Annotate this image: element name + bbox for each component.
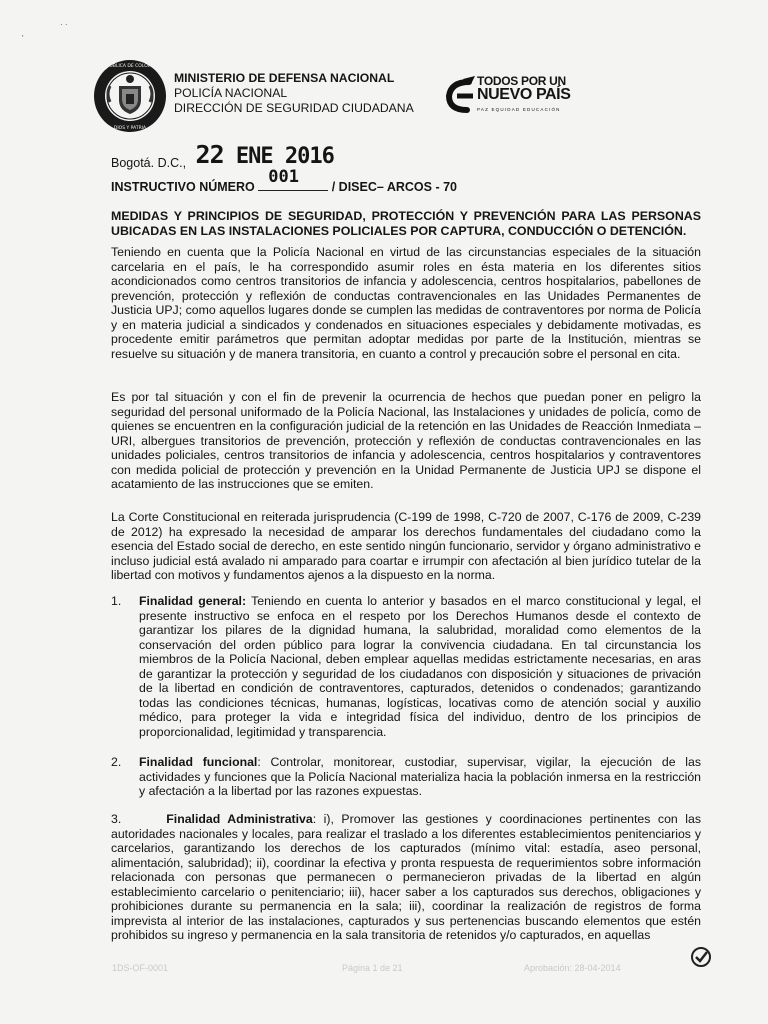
svg-text:REPUBLICA DE COLOMBIA: REPUBLICA DE COLOMBIA [100,64,160,69]
brand-line2: NUEVO PAÍS [477,86,571,103]
brand-line1: TODOS POR UN [477,74,566,88]
svg-text:DIOS Y PATRIA: DIOS Y PATRIA [113,126,147,131]
city-label: Bogotá. D.C., [111,156,187,170]
paragraph: Es por tal situación y con el fin de prevenir la ocurrencia de hechos que puedan poner en peligro la seguridad del personal uniformado de la Policía Nacional, las Instalaciones y unidades de policía, como de quienes se encuentren en la configuración judicial de la retención en las Unidades de Reacción Inmediata – URI, albergues transitorios de prevención, protección y reflexión de conductas contravencionales en las unidades policiales, centros transitorios de infancia y adolescencia, centros hospitalarios y contraventores con medida policial de protección y prevención en la Unidad Permanente de Justicia UPJ se dispone el acatamiento de las instrucciones que se emiten. [111,390,701,491]
policia-nacional-seal-icon [92,58,168,134]
quality-certification-icon [690,946,712,968]
institution-name: POLICÍA NACIONAL [174,86,288,100]
instructivo-line [111,167,457,194]
list-item-heading: Finalidad general: [139,594,247,608]
instructivo-number: 001 [268,167,299,187]
list-item-text: Teniendo en cuenta lo anterior y basados en el marco constitucional y legal, el presente instructivo se enfoca en el respeto por los Derechos Humanos desde el contexto de garantizar los pilares de la dignidad humana, la salubridad, moralidad como elementos de la conservación del orden público para lograr la convivencia ciudadana. En tal circunstancia los miembros de la Policía Nacional, deben emplear aquellas medidas estrictamente necesarias, en aras de garantizar la protección y seguridad de los ciudadanos con disposición y situaciones de privación de la libertad en condición de contraventores, capturados, detenidos o condenados; garantizando todas las condiciones técnicas, humanas, logísticas, locativas como de atención social y auxilio médico, para proteger la vida e integridad física del individuo, dentro de los principios de proporcionalidad, legitimidad y transparencia. [139,594,701,739]
paragraph: Teniendo en cuenta que la Policía Nacional en virtud de las circunstancias especiales de la situación carcelaria en el país, le ha correspondido asumir roles en ésta materia en los diferentes sitios acondicionados como centros transitorios de infancia y adolescencia, centros hospitalarios, pabellones de prevención, protección y reflexión de conductas contravencionales en las Unidades Permanentes de Justicia UPJ; como aquellos lugares donde se cumplen las medidas de contraventores por norma de Policía y en materia judicial a sindicados y condenados en situaciones especiales y debidamente motivadas, es procedente emitir parámetros que permitan adoptar medidas por parte de la Institución, mientras se resuelve su situación y de manera transitoria, en cuanto a control y precaución sobre el personal en cita. [111,245,701,361]
instructivo-number-field [258,167,328,191]
scan-speck: · · [60,20,68,29]
ministry-header [174,71,414,116]
dateline [111,140,334,169]
date-day: 22 [195,140,224,169]
nuevo-pais-logo-icon [443,76,477,114]
list-item-heading: Finalidad funcional [139,755,258,769]
instructivo-label: INSTRUCTIVO NÚMERO [111,180,255,194]
list-item-number: 3. [111,812,122,826]
directorate-name: DIRECCIÓN DE SEGURIDAD CIUDADANA [174,101,414,115]
footer-code: 1DS-OF-0001 [112,963,169,973]
list-item-body [111,812,701,943]
footer-page-number: Página 1 de 21 [342,963,403,973]
list-item-body [139,755,701,799]
date-month-year: ENE 2016 [235,144,334,169]
ministry-name: MINISTERIO DE DEFENSA NACIONAL [174,71,395,85]
list-item-body [139,594,701,739]
todos-por-un-nuevo-pais-logo [443,74,573,120]
list-item-heading: Finalidad Administrativa [166,812,313,826]
paragraph: La Corte Constitucional en reiterada jurisprudencia (C-199 de 1998, C-720 de 2007, C-176 de 2009, C-239 de 2012) ha expresado la necesidad de amparar los derechos fundamentales del ciudadano como la esencia del Estado social de derecho, en este sentido ningún funcionario, servidor y órgano administrativo e incluso judicial está avalado ni amparado para coartar e irrumpir con afectación al bien jurídico tutelar de la libertad con motivos y fundamentos ajenos a la dispuesto en la norma. [111,510,701,582]
date-stamp [195,140,334,169]
list-item-number: 2. [111,755,122,769]
instructivo-suffix: / DISEC– ARCOS - 70 [331,180,457,194]
list-item-text: : i), Promover las gestiones y coordinaciones pertinentes con las autoridades nacionales y locales, para realizar el traslado a los diferentes establecimientos penitenciarios y carcelarios, garantizando los derechos de los capturados (mínimo vital: estadía, aseo personal, alimentación, salubridad); ii), coordinar la efectiva y pronta respuesta de requerimientos sobre información relacionada con personas que permanecen o permanecieron privadas de la libertad en algún establecimiento carcelario o penitenciario; iii), hacer saber a los capturados sus derechos, obligaciones y prohibiciones durante su permanencia en la sala; iii), coordinar la realización de registros de forma imprevista al interior de las instalaciones, capturados y sus pertenencias buscando elementos que estén prohibidos su ingreso y permanencia en la sala transitoria de retenidos y/o capturados, en aquellas [111,812,701,942]
document-title: MEDIDAS Y PRINCIPIOS DE SEGURIDAD, PROTECCIÓN Y PREVENCIÓN PARA LAS PERSONAS UBICADAS EN LAS INSTALACIONES POLICIALES POR CAPTURA, CONDUCCIÓN O DETENCIÓN. [111,209,701,238]
brand-tagline: PAZ EQUIDAD EDUCACIÓN [477,107,561,112]
list-item-text: : Controlar, monitorear, custodiar, supervisar, vigilar, la ejecución de las actividades y funciones que la Policía Nacional materializa hacia la población inmersa en la restricción y afectación a la libertad por las razones expuestas. [139,755,701,798]
list-item-number: 1. [111,594,122,608]
scan-speck: ' [22,34,24,43]
footer-approval-date: Aprobación: 28-04-2014 [524,963,621,973]
